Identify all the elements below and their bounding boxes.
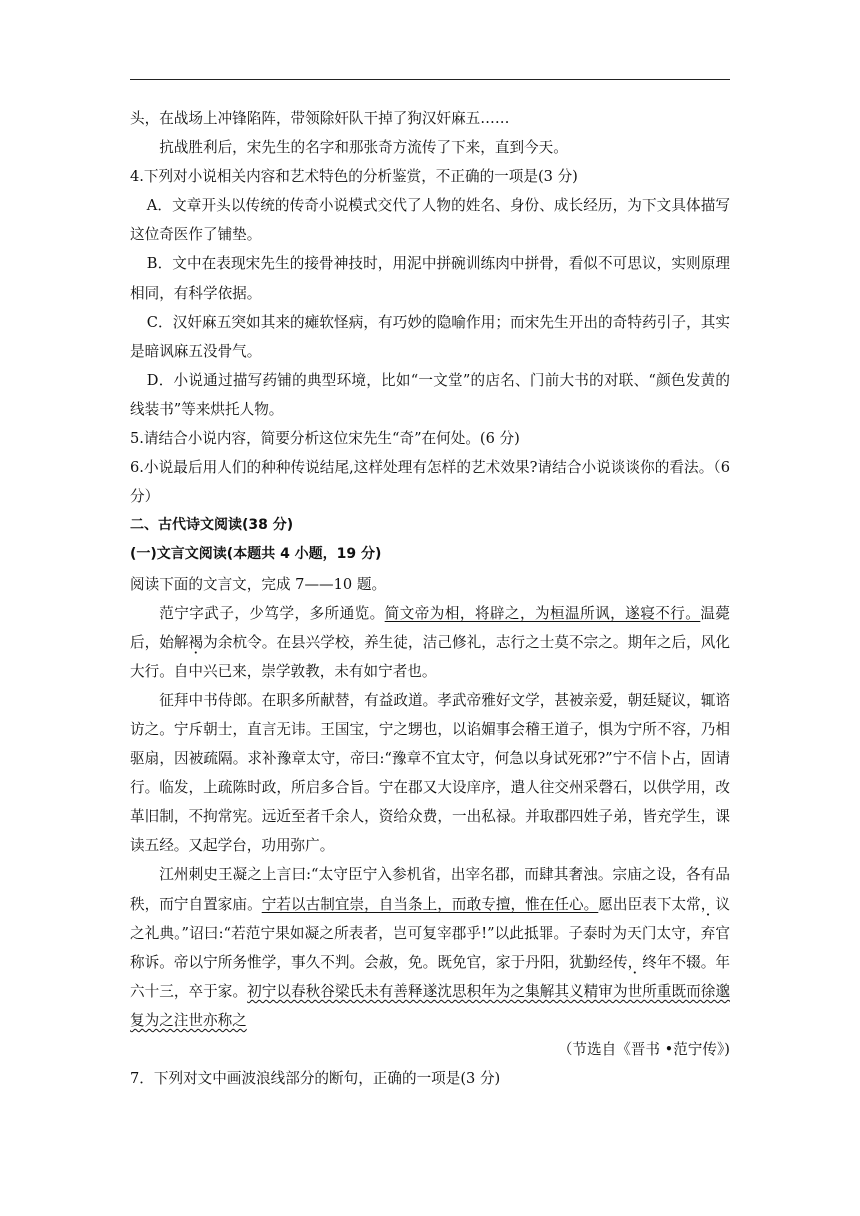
question-4-option-c: C．汉奸麻五突如其来的瘫软怪病，有巧妙的隐喻作用；而宋先生开出的奇特药引子，其实是暗讽麻五没骨气。 [130,313,730,360]
question-6: 6.小说最后用人们的种种传说结尾,这样处理有怎样的艺术效果?请结合小说谈谈你的看法。（6 分） [130,459,730,506]
classical-paragraph-3: 江州刺史王凝之上言曰:“太守臣宁入参机省，出宰名郡，而肆其奢浊。宗庙之设，各有品秩，而宁自置家庙。宁若以古制宜崇，自当条上，而敢专擅，惟在任心。愿出臣表下太常，议之礼典。”诏曰:“若范宁果如凝之所表者，岂可复宰郡乎!”以此抵罪。子泰时为天门太守，弃官称诉。帝以宁所务惟学，事久不判。会赦，免。既免官，家于丹阳，犹勤经传，终年不辍。年六十三，卒于家。初宁以春秋谷梁氏未有善释遂沈思积年为之集解其义精审为世所重既而徐邈复为之注世亦称之 [130,866,730,1029]
header-rule [130,79,730,80]
story-continuation-line: 头，在战场上冲锋陷阵，带领除奸队干掉了狗汉奸麻五…… [130,110,510,127]
subsection-1-heading: (一)文言文阅读(本题共 4 小题，19 分) [130,546,382,563]
question-4: 4.下列对小说相关内容和艺术特色的分析鉴赏，不正确的一项是(3 分) [130,168,578,186]
underlined-sentence-1: 简文帝为相，将辟之，为桓温所讽，遂寝不行。 [384,604,701,622]
classical-paragraph-2: 征拜中书侍郎。在职多所献替，有益政道。孝武帝雅好文学，甚被亲爱，朝廷疑议，辄谘访之。宁斥朝士，直言无讳。王国宝，宁之甥也，以谄媚事会稽王道子，惧为宁所不容，乃相驱扇，因被疏隔。求补豫章太守，帝曰:“豫章不宜太守，何急以身试死邪?”宁不信卜占，固请行。临发，上疏陈时政，所启多合旨。宁在郡又大设庠序，遣人往交州采磬石，以供学用，改革旧制，不拘常宪。远近至者千余人，资给众费，一出私禄。并取郡四姓子弟，皆充学生，课读五经。又起学台，功用弥广。 [130,691,730,855]
section-2-heading: 二、古代诗文阅读(38 分) [130,517,294,534]
dotted-character: 常 [686,895,701,913]
wavy-underlined-passage: 初宁以春秋谷梁氏未有善释遂沈思积年为之集解其义精审为世所重既而徐邈复为之注世亦称之 [130,982,730,1029]
question-7: 7．下列对文中画波浪线部分的断句，正确的一项是(3 分) [130,1070,501,1088]
story-ending-line: 抗战胜利后，宋先生的名字和那张奇方流传了下来，直到今天。 [159,139,568,157]
question-4-option-b: B．文中在表现宋先生的接骨神技时，用泥中拼碗训练肉中拼骨，看似不可思议，实则原理相同，有科学依据。 [130,255,730,302]
document-body [130,104,730,1093]
question-4-option-d: D．小说通过描写药铺的典型环境，比如“一文堂”的店名、门前大书的对联、“颜色发黄的线装书”等来烘托人物。 [130,371,730,418]
source-citation: （节选自《晋书 •范宁传》) [557,1041,730,1058]
classical-paragraph-1: 范宁字武子，少笃学，多所通览。简文帝为相，将辟之，为桓温所讽，遂寝不行。温薨后，始解褐为余杭令。在县兴学校，养生徒，洁己修礼，志行之士莫不宗之。期年之后，风化大行。自中兴已来，崇学敦教，未有如宁者也。 [130,604,730,680]
question-5: 5.请结合小说内容，简要分析这位宋先生“奇”在何处。(6 分) [130,430,520,448]
dotted-character: 解 [173,633,189,651]
question-4-option-a: A．文章开头以传统的传奇小说模式交代了人物的姓名、身份、成长经历，为下文具体描写这位奇医作了铺垫。 [130,197,730,244]
underlined-sentence-2: 宁若以古制宜崇，自当条上，而敢专擅，惟在任心。 [261,895,599,913]
dotted-character: 传 [612,953,628,971]
reading-instruction: 阅读下面的文言文，完成 7——10 题。 [130,575,387,593]
